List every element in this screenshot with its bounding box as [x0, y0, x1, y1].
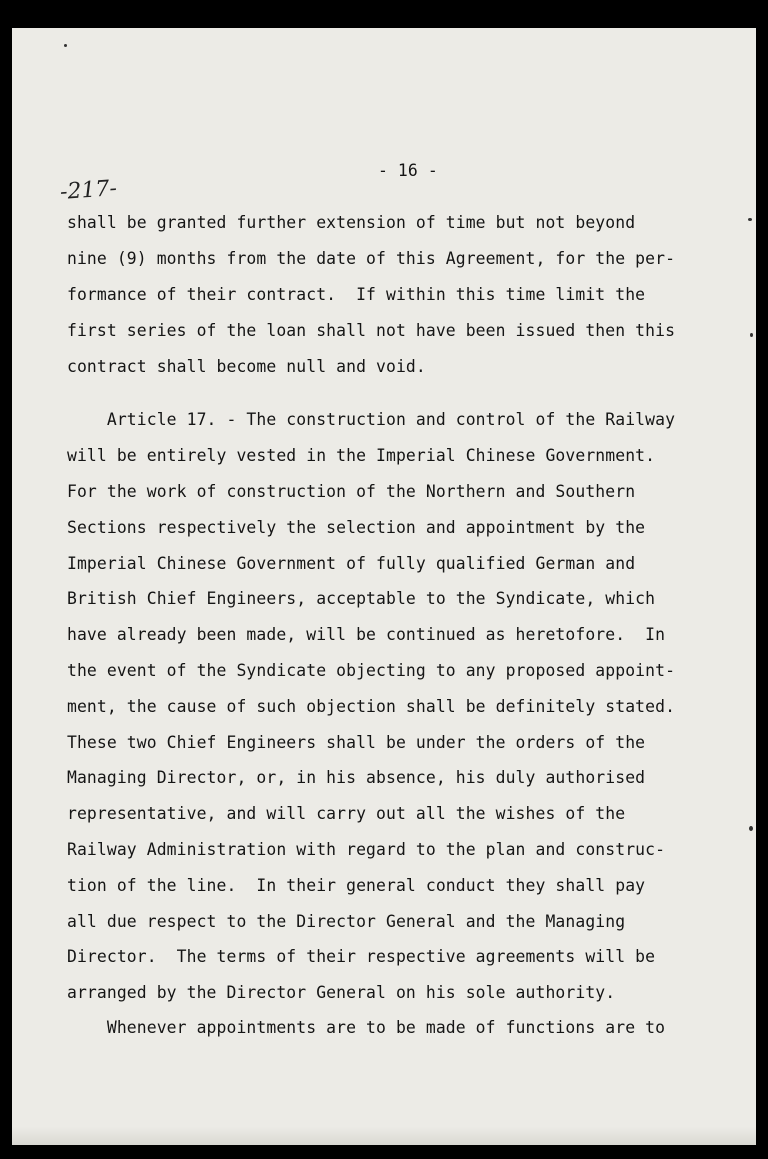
text-line: Director. The terms of their respective agreements will be [67, 947, 656, 966]
text-line: formance of their contract. If within this time limit the [67, 285, 646, 304]
paper-speck [749, 826, 753, 831]
text-line: will be entirely vested in the Imperial Chinese Government. [67, 446, 656, 465]
text-line: representative, and will carry out all the wishes of the [67, 804, 626, 823]
text-line: Imperial Chinese Government of fully qualified German and [67, 554, 636, 573]
paper-speck [750, 333, 753, 337]
text-line: first series of the loan shall not have been issued then this [67, 321, 676, 340]
text-line: nine (9) months from the date of this Agreement, for the per- [67, 249, 676, 268]
text-line: arranged by the Director General on his sole authority. [67, 983, 616, 1002]
text-line: These two Chief Engineers shall be under the orders of the [67, 733, 646, 752]
handwritten-folio-number: -217- [59, 176, 118, 205]
text-line: the event of the Syndicate objecting to any proposed appoint- [67, 661, 676, 680]
page-number: - 16 - [378, 161, 438, 180]
paper-speck [64, 44, 67, 47]
paper-speck [748, 218, 752, 221]
text-line: Railway Administration with regard to the plan and construc- [67, 840, 666, 859]
text-line: contract shall become null and void. [67, 357, 426, 376]
document-page [12, 28, 756, 1145]
text-line: For the work of construction of the Northern and Southern [67, 482, 636, 501]
text-line: Sections respectively the selection and appointment by the [67, 518, 646, 537]
text-line: all due respect to the Director General and the Managing [67, 912, 626, 931]
text-line: ment, the cause of such objection shall be definitely stated. [67, 697, 676, 716]
text-line: Whenever appointments are to be made of functions are to [67, 1018, 666, 1037]
text-line: tion of the line. In their general conduct they shall pay [67, 876, 646, 895]
text-line: Managing Director, or, in his absence, his duly authorised [67, 768, 646, 787]
text-line: British Chief Engineers, acceptable to the Syndicate, which [67, 589, 656, 608]
text-line: shall be granted further extension of time but not beyond [67, 213, 636, 232]
text-line: have already been made, will be continued as heretofore. In [67, 625, 666, 644]
text-line: Article 17. - The construction and control of the Railway [67, 410, 676, 429]
